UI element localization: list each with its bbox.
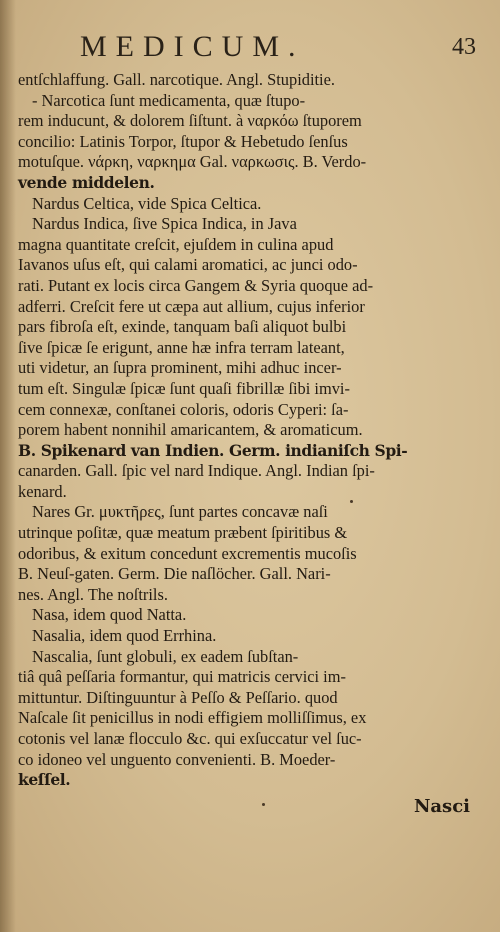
- text-line: Nardus Indica, ſive Spica Indica, in Java: [32, 214, 297, 234]
- text-line: magna quantitate creſcit, ejuſdem in culina apud: [18, 234, 334, 254]
- text-line: rem inducunt, & dolorem ſiſtunt. à ναρκόω ſtuporem: [18, 111, 362, 131]
- dictionary-text-block: [18, 70, 434, 791]
- text-line: kenard.: [18, 481, 67, 501]
- text-line: tum eſt. Singulæ ſpicæ ſunt quaſi fibrillæ ſibi imvi-: [18, 378, 350, 398]
- print-speck: [350, 500, 353, 503]
- text-line: adferri. Creſcit fere ut cæpa aut allium, cujus inferior: [18, 296, 365, 316]
- text-line: Nasa, idem quod Natta.: [32, 605, 187, 625]
- text-line: - Narcotica ſunt medicamenta, quæ ſtupo-: [32, 90, 306, 110]
- text-line: B. Neuſ-gaten. Germ. Die naſlöcher. Gall. Nari-: [18, 564, 331, 584]
- running-title: MEDICUM.: [80, 30, 305, 63]
- text-line: entſchlaffung. Gall. narcotique. Angl. Stupiditie.: [18, 70, 335, 89]
- catchword: Nasci: [413, 796, 470, 817]
- text-line: motuſque. νάρκη, ναρκημα Gal. ναρκωσις. B. Verdo-: [18, 152, 367, 172]
- page-number: 43: [452, 34, 476, 60]
- text-line: Nascalia, ſunt globuli, ex eadem ſubſtan-: [32, 646, 299, 666]
- text-line: Nasalia, idem quod Errhina.: [32, 626, 217, 646]
- text-line: mittuntur. Diſtinguuntur à Peſſo & Peſſario. quod: [18, 687, 338, 707]
- text-line: utrinque poſitæ, quæ meatum præbent ſpiritibus &: [18, 523, 348, 543]
- page-header: [0, 30, 500, 70]
- text-line: ſive ſpicæ ſe erigunt, anne hæ infra terram lateant,: [18, 337, 345, 357]
- text-line: canarden. Gall. ſpic vel nard Indique. Angl. Indian ſpi-: [18, 461, 375, 481]
- text-line: co idoneo vel unguento convenienti. B. Moeder-: [18, 749, 336, 769]
- text-line: porem habent nonnihil amaricantem, & aromaticum.: [18, 420, 363, 440]
- text-line: cem connexæ, conſtanei coloris, odoris Cyperi: ſa-: [18, 399, 349, 419]
- text-line: Nares Gr. μυκτῆρες, ſunt partes concavæ naſi: [32, 502, 328, 522]
- text-line: Naſcale ſit penicillus in nodi effigiem molliſſimus, ex: [18, 708, 367, 728]
- text-line: rati. Putant ex locis circa Gangem & Syria quoque ad-: [18, 275, 374, 295]
- text-line: tiâ quâ peſſaria formantur, qui matricis cervici im-: [18, 667, 346, 687]
- print-speck: [262, 803, 265, 806]
- text-line: cotonis vel lanæ flocculo &c. qui exſuccatur vel ſuc-: [18, 729, 362, 748]
- text-line: Iavanos uſus eſt, qui calami aromatici, ac junci odo-: [18, 255, 358, 275]
- text-line: nes. Angl. The noſtrils.: [18, 584, 168, 604]
- text-line: vende middelen.: [18, 172, 155, 192]
- text-line: keſſel.: [18, 770, 71, 790]
- text-line: concilio: Latinis Torpor, ſtupor & Hebetudo ſenſus: [18, 131, 348, 151]
- text-line: pars fibroſa eſt, exinde, tanquam baſi aliquot bulbi: [18, 317, 347, 337]
- text-line: Nardus Celtica, vide Spica Celtica.: [32, 193, 262, 213]
- text-line: B. Spikenard van Indien. Germ. indianiſch Spi-: [18, 440, 408, 460]
- text-line: uti videtur, an ſupra prominent, mihi adhuc incer-: [18, 358, 342, 378]
- binding-gutter-shadow: [0, 0, 16, 932]
- text-line: odoribus, & exitum concedunt excrementis mucoſis: [18, 543, 357, 563]
